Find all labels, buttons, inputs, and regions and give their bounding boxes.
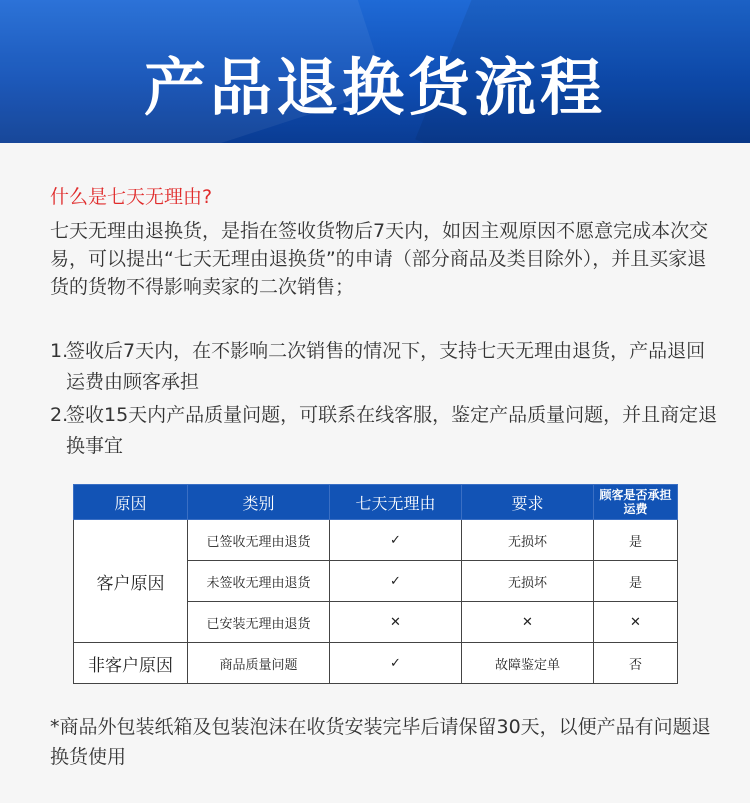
rule-text: 签收后7天内，在不影响二次销售的情况下，支持七天无理由退货，产品退回运费由顾客承担 [66,340,706,393]
return-policy-table [73,484,678,684]
rule-item [50,400,720,462]
rule-number: 1. [50,340,69,362]
policy-paragraph: 七天无理由退换货，是指在签收货物后7天内，如因主观原因不愿意完成本次交易，可以提出“七天无理由退换货”的申请（部分商品及类目除外），并且买家退货的货物不得影响卖家的二次销售； [50,220,709,298]
packaging-note: *商品外包装纸箱及包装泡沫在收货安装完毕后请保留30天，以便产品有问题退换货使用 [50,716,711,768]
cell-fee: ✕ [594,602,678,643]
cell-requirement: 无损坏 [462,561,594,602]
rule-number: 2. [50,404,69,426]
table-row [74,643,678,684]
page-title: 产品退换货流程 [143,51,606,124]
cell-fee: 是 [594,520,678,561]
table-header-row [74,485,678,520]
rule-text: 签收15天内产品质量问题，可联系在线客服，鉴定产品质量问题，并且商定退换事宜 [66,404,718,457]
rules-list [50,336,720,464]
cell-category: 已安装无理由退货 [188,602,330,643]
cell-fee: 是 [594,561,678,602]
cell-category: 商品质量问题 [188,643,330,684]
cell-category: 未签收无理由退货 [188,561,330,602]
table-row [74,520,678,561]
header-reason: 原因 [74,485,188,520]
reason-non-customer: 非客户原因 [74,643,188,684]
cell-seven-day: ✓ [330,561,462,602]
cell-fee: 否 [594,643,678,684]
cell-seven-day: ✕ [330,602,462,643]
cell-seven-day: ✓ [330,520,462,561]
header-requirement: 要求 [462,485,594,520]
header-seven-day: 七天无理由 [330,485,462,520]
header-category: 类别 [188,485,330,520]
cell-seven-day: ✓ [330,643,462,684]
cell-category: 已签收无理由退货 [188,520,330,561]
cell-requirement: 无损坏 [462,520,594,561]
header-shipping-fee: 顾客是否承担运费 [594,485,678,520]
reason-customer: 客户原因 [74,520,188,643]
cell-requirement: ✕ [462,602,594,643]
cell-requirement: 故障鉴定单 [462,643,594,684]
header-banner [0,0,750,143]
section-question: 什么是七天无理由? [50,186,213,208]
rule-item [50,336,720,398]
